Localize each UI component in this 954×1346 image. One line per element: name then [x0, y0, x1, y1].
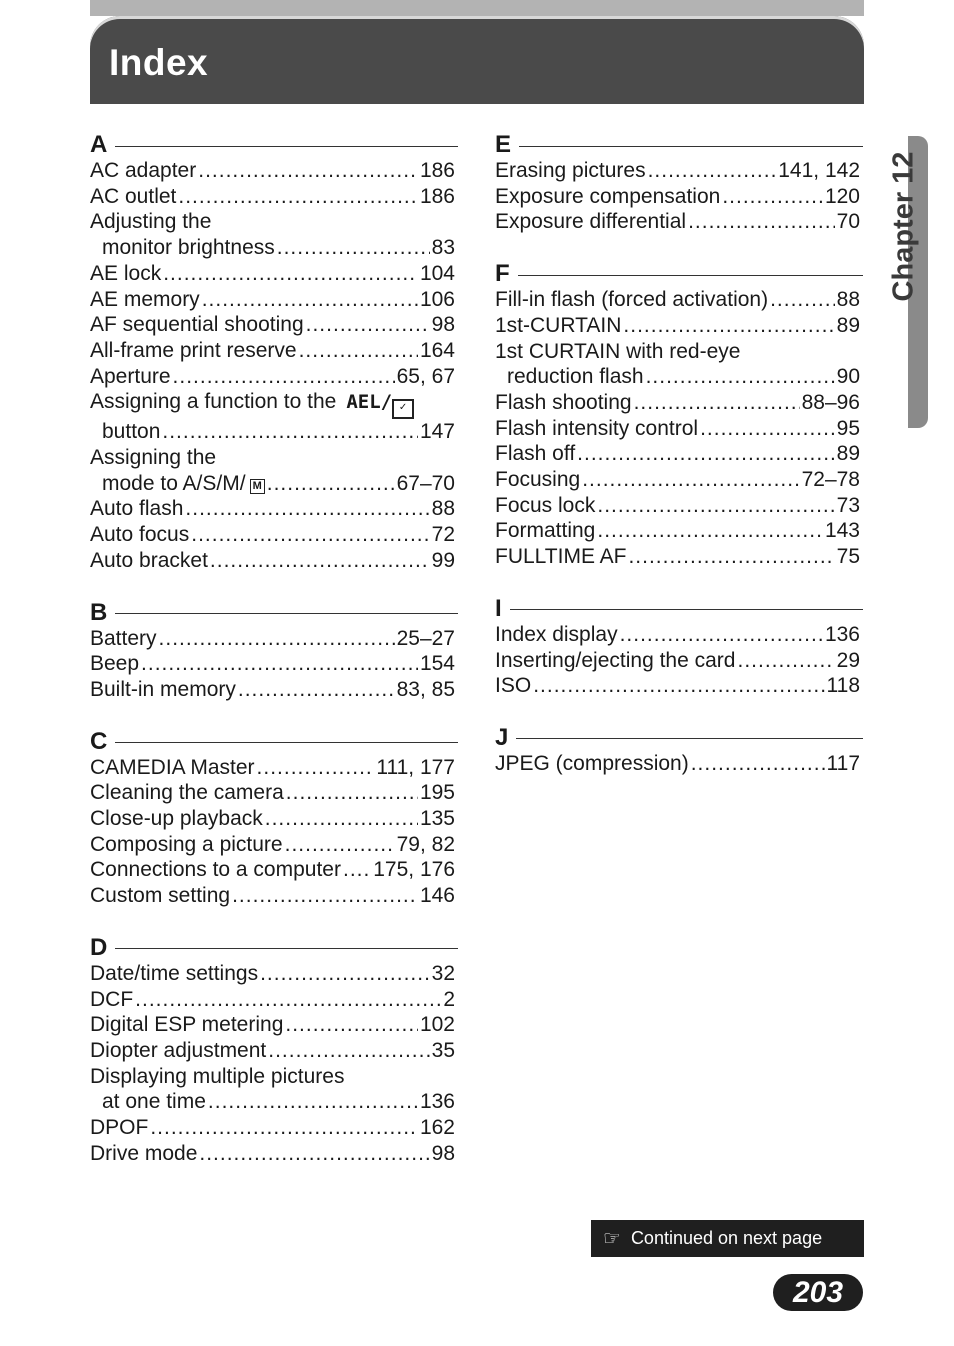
- pointing-hand-icon: ☞: [603, 1228, 621, 1250]
- leader-dots: [737, 648, 834, 674]
- entry-term-text: Erasing pictures: [495, 159, 646, 182]
- section-rule: [516, 738, 863, 739]
- index-entry: [495, 673, 863, 699]
- section-rule: [115, 948, 458, 949]
- entry-term-text: Assigning the: [90, 446, 217, 470]
- entry-pages: 32: [431, 961, 455, 985]
- entry-term: [90, 832, 283, 858]
- index-entry: [90, 651, 458, 677]
- entry-pages: 136: [824, 622, 860, 646]
- index-entry: [495, 751, 863, 777]
- entry-term-text: CAMEDIA Master: [90, 755, 255, 779]
- leader-dots: [185, 496, 429, 522]
- entry-term: [102, 235, 275, 261]
- entry-pages: 89: [836, 313, 860, 337]
- entry-pages: 162: [419, 1116, 455, 1140]
- index-entry-term: [90, 445, 458, 471]
- index-entry: [90, 364, 458, 390]
- section-heading: [90, 935, 458, 961]
- index-entry: [90, 287, 458, 313]
- entry-term-text: AC outlet: [90, 184, 177, 208]
- index-entry: [90, 522, 458, 548]
- chapter-label: Chapter 12: [887, 151, 920, 301]
- entry-term: [495, 313, 621, 339]
- leader-dots: [634, 390, 800, 416]
- index-entry-term: [90, 209, 458, 235]
- leader-dots: [238, 677, 395, 703]
- entry-term: [90, 755, 255, 781]
- entry-term-text: Beep: [90, 652, 140, 676]
- leader-dots: [285, 832, 395, 858]
- entry-term-text: Diopter adjustment: [90, 1038, 267, 1062]
- leader-dots: [260, 961, 430, 987]
- leader-dots: [700, 416, 835, 442]
- entry-pages: 135: [419, 807, 455, 831]
- entry-pages: 117: [826, 751, 860, 775]
- section-heading: [90, 729, 458, 755]
- entry-pages: 95: [836, 416, 860, 440]
- entry-term-text: All-frame print reserve: [90, 338, 297, 362]
- continued-banner: [591, 1220, 864, 1257]
- section-heading: [495, 596, 863, 622]
- entry-pages: 120: [824, 184, 860, 208]
- entry-term-text: ISO: [495, 674, 532, 698]
- section-rule: [115, 742, 458, 743]
- entry-pages: 175, 176: [373, 858, 455, 882]
- section-heading: [495, 261, 863, 287]
- index-entry: [90, 1115, 458, 1141]
- section-letter: I: [495, 594, 502, 622]
- entry-term: [495, 751, 689, 777]
- index-entry: [90, 471, 458, 497]
- leader-dots: [286, 780, 418, 806]
- entry-term-text: Auto bracket: [90, 548, 208, 572]
- leader-dots: [620, 622, 823, 648]
- index-entry: [90, 1012, 458, 1038]
- entry-term-text: Flash intensity control: [495, 416, 699, 440]
- leader-dots: [623, 313, 834, 339]
- entry-term-text: DCF: [90, 987, 134, 1011]
- entry-term-text: Composing a picture: [90, 832, 283, 856]
- entry-pages: 83: [431, 236, 455, 260]
- entry-term: [90, 626, 157, 652]
- entry-term-text: AC adapter: [90, 159, 197, 182]
- index-entry-term: [90, 389, 458, 419]
- entry-term: [495, 622, 618, 648]
- entry-pages: 90: [836, 365, 860, 389]
- index-entry: [495, 364, 863, 390]
- entry-term-text: 1st CURTAIN with red-eye: [495, 339, 741, 363]
- index-header-bar: [90, 16, 864, 104]
- leader-dots: [199, 1141, 429, 1167]
- entry-term: [495, 441, 575, 467]
- leader-dots: [232, 883, 418, 909]
- leader-dots: [257, 755, 375, 781]
- entry-term: [495, 390, 632, 416]
- entry-term: [495, 673, 531, 699]
- leader-dots: [343, 857, 371, 883]
- index-entry: [90, 755, 458, 781]
- entry-term: [90, 496, 183, 522]
- entry-pages: 118: [826, 674, 860, 698]
- entry-term-text: Cleaning the camera: [90, 781, 284, 805]
- index-section-a: [90, 132, 458, 574]
- index-section-e: [495, 132, 863, 235]
- index-entry: [90, 883, 458, 909]
- entry-term-text: monitor brightness: [102, 236, 275, 260]
- entry-pages: 25–27: [396, 626, 455, 650]
- entry-term: [102, 1089, 206, 1115]
- entry-term-text: Focus lock: [495, 493, 596, 517]
- entry-term-text: Displaying multiple pictures: [90, 1064, 345, 1088]
- entry-term: [495, 416, 698, 442]
- section-letter: J: [495, 723, 509, 751]
- leader-dots: [577, 441, 834, 467]
- page-number: 203: [773, 1274, 863, 1311]
- index-entry: [90, 677, 458, 703]
- entry-term: [507, 364, 644, 390]
- entry-term-text: Built-in memory: [90, 677, 236, 701]
- leader-dots: [648, 158, 777, 184]
- my-mode-icon: M: [250, 479, 265, 494]
- leader-dots: [597, 518, 823, 544]
- entry-pages: 72–78: [801, 468, 860, 492]
- index-entry: [90, 312, 458, 338]
- entry-pages: 111, 177: [376, 755, 455, 779]
- entry-pages: 154: [419, 652, 455, 676]
- index-entry: [90, 987, 458, 1013]
- entry-pages: 67–70: [396, 471, 455, 495]
- ael-button-symbol: AEL/: [346, 391, 393, 414]
- entry-term: [90, 857, 341, 883]
- entry-pages: 102: [419, 1013, 455, 1037]
- entry-term: [102, 419, 160, 445]
- leader-dots: [285, 1012, 418, 1038]
- index-section-f: [495, 261, 863, 570]
- header-top-strip: [90, 0, 864, 16]
- leader-dots: [299, 338, 418, 364]
- entry-term: [495, 158, 646, 184]
- leader-dots: [688, 209, 835, 235]
- entry-pages: 136: [419, 1090, 455, 1114]
- entry-pages: 141, 142: [778, 159, 860, 182]
- leader-dots: [162, 419, 418, 445]
- index-entry-term: [90, 1064, 458, 1090]
- entry-pages: 98: [431, 313, 455, 337]
- entry-term-text: AE lock: [90, 261, 162, 285]
- section-letter: D: [90, 933, 108, 961]
- entry-term: [495, 544, 626, 570]
- entry-term-text: button: [102, 420, 161, 444]
- entry-term: [90, 1038, 266, 1064]
- entry-pages: 89: [836, 442, 860, 466]
- leader-dots: [533, 673, 824, 699]
- leader-dots: [208, 1089, 418, 1115]
- section-letter: C: [90, 727, 108, 755]
- entry-term-text: 1st-CURTAIN: [495, 313, 622, 337]
- entry-term: [90, 961, 258, 987]
- index-entry: [495, 518, 863, 544]
- index-entry: [90, 961, 458, 987]
- entry-term: [495, 493, 595, 519]
- leader-dots: [691, 751, 825, 777]
- entry-pages: 99: [431, 548, 455, 572]
- entry-pages: 83, 85: [396, 677, 455, 701]
- index-entry: [90, 857, 458, 883]
- index-entry: [90, 184, 458, 210]
- entry-term: [90, 261, 161, 287]
- entry-pages: 88: [431, 497, 455, 521]
- leader-dots: [210, 548, 430, 574]
- leader-dots: [150, 1115, 418, 1141]
- index-entry: [495, 467, 863, 493]
- continued-text: Continued on next page: [630, 1228, 823, 1248]
- entry-term: [90, 364, 171, 390]
- index-section-b: [90, 600, 458, 703]
- index-entry: [90, 780, 458, 806]
- entry-term: [495, 184, 720, 210]
- entry-pages: 146: [419, 884, 455, 908]
- leader-dots: [173, 364, 395, 390]
- leader-dots: [597, 493, 834, 519]
- entry-term: [495, 518, 595, 544]
- entry-pages: 98: [431, 1141, 455, 1165]
- index-entry: [90, 626, 458, 652]
- index-entry: [90, 338, 458, 364]
- entry-pages: 186: [419, 184, 455, 208]
- leader-dots: [202, 287, 418, 313]
- index-entry: [495, 390, 863, 416]
- entry-pages: 65, 67: [396, 364, 455, 388]
- entry-pages: 35: [431, 1038, 455, 1062]
- entry-pages: 106: [419, 287, 455, 311]
- section-heading: [90, 600, 458, 626]
- section-heading: [90, 132, 458, 158]
- index-entry: [90, 1038, 458, 1064]
- index-entry: [495, 544, 863, 570]
- index-section-c: [90, 729, 458, 909]
- entry-pages: 195: [419, 781, 455, 805]
- entry-term: [495, 648, 735, 674]
- entry-term-text: Inserting/ejecting the card: [495, 648, 736, 672]
- entry-term-text: Aperture: [90, 364, 171, 388]
- section-letter: A: [90, 131, 108, 158]
- index-entry: [90, 235, 458, 261]
- leader-dots: [141, 651, 418, 677]
- index-section-j: [495, 725, 863, 777]
- section-letter: B: [90, 598, 108, 626]
- entry-term: [90, 158, 196, 184]
- entry-term: [90, 184, 176, 210]
- entry-pages: 75: [836, 545, 860, 569]
- entry-term: [90, 312, 304, 338]
- section-rule: [519, 146, 863, 147]
- leader-dots: [770, 287, 835, 313]
- entry-term-text: Custom setting: [90, 884, 231, 908]
- entry-term-text: Flash shooting: [495, 390, 632, 414]
- entry-term-text: Digital ESP metering: [90, 1013, 284, 1037]
- entry-term-text: Auto flash: [90, 497, 184, 521]
- entry-term-text: DPOF: [90, 1116, 149, 1140]
- entry-term: [90, 987, 133, 1013]
- index-entry: [90, 261, 458, 287]
- chapter-label-wrap: [864, 136, 944, 316]
- index-section-d: [90, 935, 458, 1167]
- index-entry: [90, 496, 458, 522]
- index-entry: [495, 158, 863, 184]
- leader-dots: [306, 312, 430, 338]
- section-rule: [518, 275, 863, 276]
- index-entry: [90, 1089, 458, 1115]
- index-entry: [495, 622, 863, 648]
- entry-pages: 73: [836, 493, 860, 517]
- entry-term: [90, 522, 189, 548]
- entry-term: [90, 1141, 197, 1167]
- entry-term-text: Flash off: [495, 442, 576, 466]
- leader-dots: [277, 235, 430, 261]
- entry-term-text: Adjusting the: [90, 210, 212, 234]
- entry-term: [90, 1115, 148, 1141]
- leader-dots: [135, 987, 441, 1013]
- entry-term-text: Auto focus: [90, 523, 190, 547]
- entry-term-text: reduction flash: [507, 365, 644, 389]
- leader-dots: [267, 471, 395, 497]
- entry-term-text: Exposure compensation: [495, 184, 721, 208]
- entry-pages: 88: [836, 288, 860, 312]
- entry-term-text: Date/time settings: [90, 961, 259, 985]
- index-entry: [90, 548, 458, 574]
- index-entry: [495, 184, 863, 210]
- leader-dots: [265, 806, 418, 832]
- entry-term: [90, 338, 297, 364]
- section-rule: [115, 146, 458, 147]
- entry-term-text: Battery: [90, 626, 157, 650]
- entry-term-text: FULLTIME AF: [495, 545, 627, 569]
- leader-dots: [159, 626, 395, 652]
- entry-term: [90, 287, 200, 313]
- entry-pages: 88–96: [801, 390, 860, 414]
- entry-term-text: mode to A/S/M/: [102, 471, 246, 495]
- entry-term-text: AE memory: [90, 287, 200, 311]
- entry-pages: 29: [836, 648, 860, 672]
- section-rule: [115, 613, 458, 614]
- entry-pages: 79, 82: [396, 832, 455, 856]
- entry-pages: 147: [419, 420, 455, 444]
- index-entry: [495, 493, 863, 519]
- entry-pages: 2: [443, 987, 455, 1011]
- entry-term-text: Formatting: [495, 519, 596, 543]
- index-entry: [495, 287, 863, 313]
- entry-term-text: at one time: [102, 1090, 206, 1114]
- index-entry: [90, 419, 458, 445]
- leader-dots: [722, 184, 823, 210]
- index-entry: [495, 441, 863, 467]
- index-entry: [90, 1141, 458, 1167]
- entry-term: [495, 287, 768, 313]
- index-entry: [90, 832, 458, 858]
- index-entry: [495, 313, 863, 339]
- page-title: Index: [109, 42, 209, 83]
- entry-term: [90, 677, 236, 703]
- leader-dots: [646, 364, 835, 390]
- entry-term-text: Fill-in flash (forced activation): [495, 288, 769, 312]
- section-heading: [495, 132, 863, 158]
- entry-term-text: Close-up playback: [90, 807, 263, 831]
- section-letter: E: [495, 131, 512, 158]
- entry-pages: 186: [419, 159, 455, 182]
- entry-term: [102, 471, 265, 497]
- entry-term-text: Connections to a computer: [90, 858, 341, 882]
- entry-term: [90, 651, 139, 677]
- index-entry: [90, 806, 458, 832]
- entry-term: [90, 548, 208, 574]
- entry-term-text: JPEG (compression): [495, 751, 689, 775]
- leader-dots: [178, 184, 418, 210]
- entry-pages: 143: [824, 519, 860, 543]
- index-entry-term: [495, 339, 863, 365]
- custom-button-icon: ✓: [392, 399, 414, 419]
- leader-dots: [628, 544, 834, 570]
- index-entry: [495, 209, 863, 235]
- index-column-left: [90, 132, 458, 1193]
- index-column-right: [495, 132, 863, 803]
- section-rule: [510, 609, 863, 610]
- leader-dots: [163, 261, 418, 287]
- entry-term: [90, 1012, 283, 1038]
- entry-term-text: Focusing: [495, 468, 581, 492]
- entry-term-text: AF sequential shooting: [90, 313, 304, 337]
- entry-pages: 104: [419, 261, 455, 285]
- entry-term: [90, 806, 263, 832]
- entry-pages: 72: [431, 523, 455, 547]
- entry-term-text: Exposure differential: [495, 210, 687, 234]
- entry-term: [495, 467, 580, 493]
- index-entry: [90, 158, 458, 184]
- leader-dots: [268, 1038, 429, 1064]
- index-section-i: [495, 596, 863, 699]
- entry-pages: 164: [419, 338, 455, 362]
- section-heading: [495, 725, 863, 751]
- index-entry: [495, 416, 863, 442]
- index-entry: [495, 648, 863, 674]
- entry-pages: 70: [836, 210, 860, 234]
- leader-dots: [582, 467, 799, 493]
- entry-term: [90, 780, 284, 806]
- entry-term: [90, 883, 230, 909]
- entry-term: [495, 209, 686, 235]
- entry-term-text: Drive mode: [90, 1141, 198, 1165]
- entry-term-text: Assigning a function to the: [90, 390, 337, 414]
- entry-term-text: Index display: [495, 622, 618, 646]
- leader-dots: [191, 522, 429, 548]
- section-letter: F: [495, 260, 510, 288]
- leader-dots: [198, 158, 418, 184]
